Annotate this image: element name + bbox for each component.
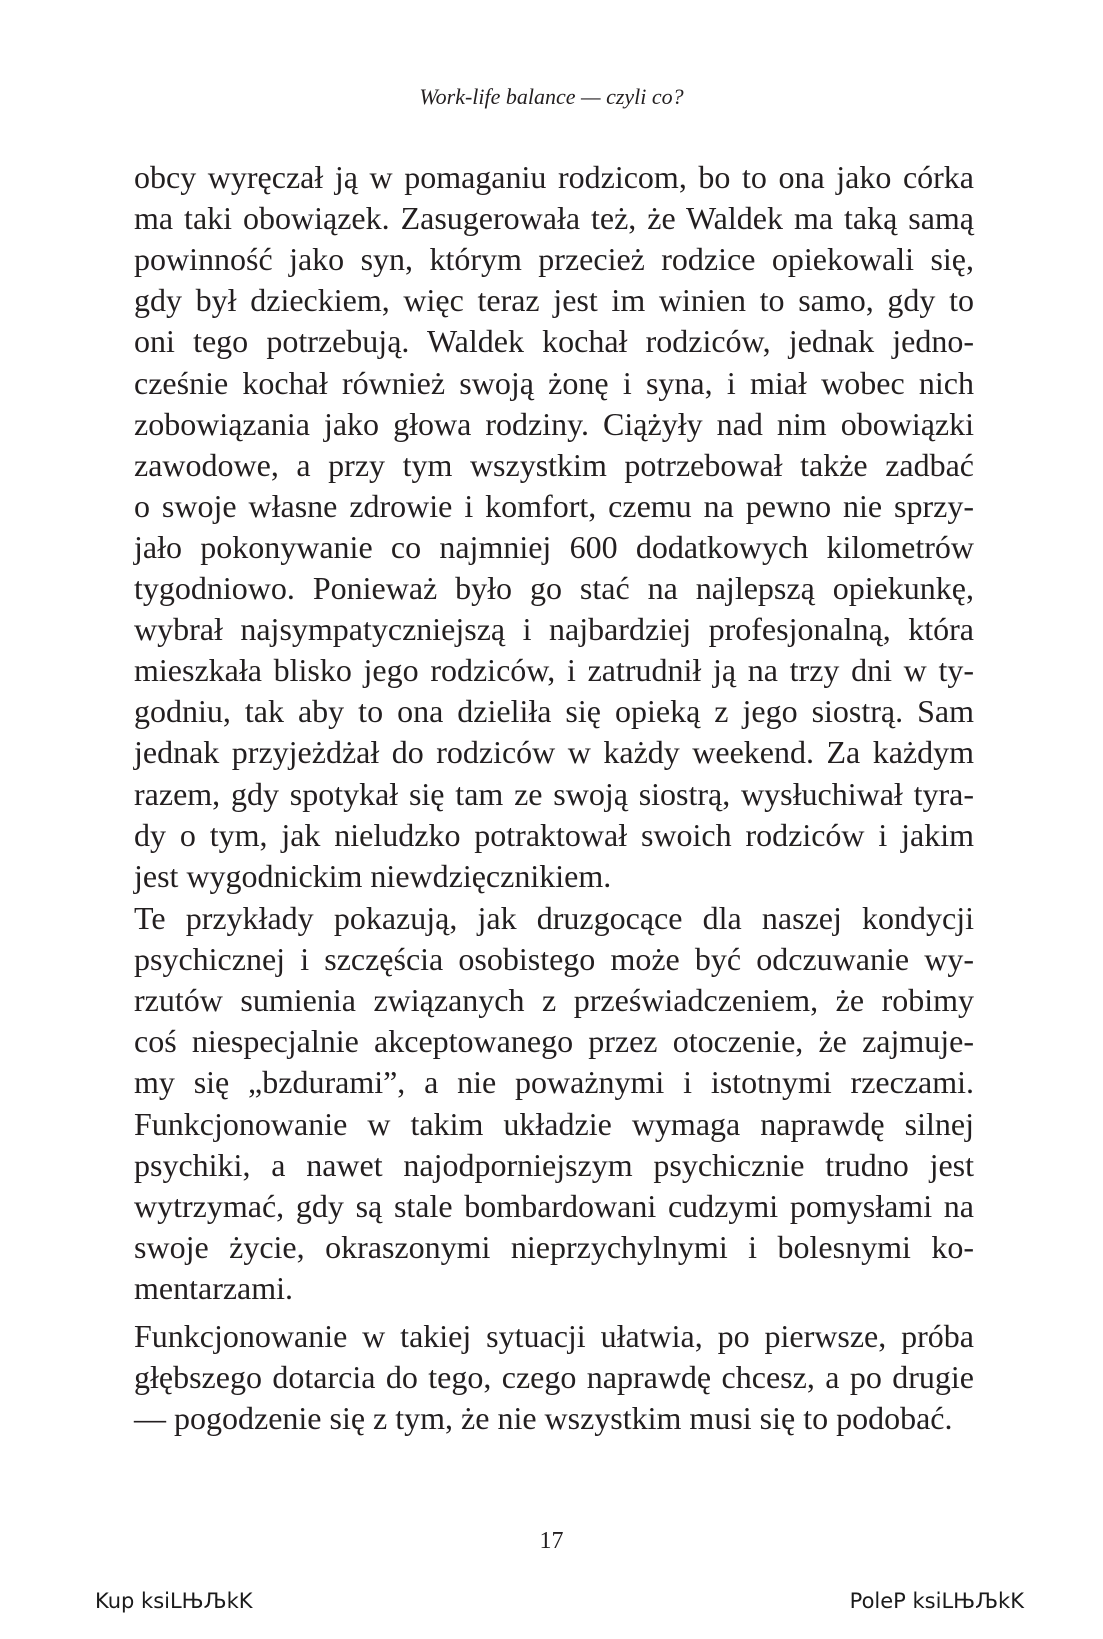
text-line: powinność jako syn, którym przecież rodzice opiekowali się,: [134, 241, 974, 278]
text-line: rzutów sumienia związanych z przeświadczeniem, że robimy: [134, 982, 974, 1019]
text-line: — pogodzenie się z tym, że nie wszystkim musi się to podobać.: [134, 1400, 953, 1437]
text-line: swoje życie, okraszonymi nieprzychylnymi i bolesnymi ko-: [134, 1228, 974, 1265]
text-line: o swoje własne zdrowie i komfort, czemu na pewno nie sprzy-: [134, 487, 974, 524]
text-line: jest wygodnickim niewdzięcznikiem.: [134, 857, 612, 894]
text-line: zawodowe, a przy tym wszystkim potrzebował także zadbać: [134, 446, 974, 483]
buy-book-link[interactable]: Kup ksiLЊЉkK: [95, 1589, 253, 1613]
text-line: dy o tym, jak nieludzko potraktował swoich rodziców i jakim: [134, 816, 974, 853]
text-line: mentarzami.: [134, 1269, 294, 1306]
text-line: obcy wyręczał ją w pomaganiu rodzicom, bo to ona jako córka: [134, 159, 974, 195]
text-line: psychicznej i szczęścia osobistego może być odczuwanie wy-: [134, 941, 974, 978]
text-line: Funkcjonowanie w takiej sytuacji ułatwia, po pierwsze, próba: [134, 1318, 974, 1354]
text-line: gdy był dzieckiem, więc teraz jest im winien to samo, gdy to: [134, 282, 974, 319]
text-line: cześnie kochał również swoją żonę i syna, i miał wobec nich: [134, 364, 974, 401]
recommend-book-link[interactable]: PoleP ksiLЊЉkK: [849, 1589, 1024, 1613]
text-line: Funkcjonowanie w takim układzie wymaga naprawdę silnej: [134, 1105, 974, 1142]
text-line: jednak przyjeżdżał do rodziców w każdy weekend. Za każdym: [134, 734, 974, 771]
running-head: Work-life balance — czyli co?: [419, 84, 684, 109]
text-line: Te przykłady pokazują, jak druzgocące dla naszej kondycji: [134, 900, 974, 936]
page-number: 17: [539, 1528, 564, 1554]
text-line: jało pokonywanie co najmniej 600 dodatkowych kilometrów: [134, 528, 974, 565]
text-line: ma taki obowiązek. Zasugerowała też, że Waldek ma taką samą: [134, 200, 974, 237]
text-line: oni tego potrzebują. Waldek kochał rodziców, jednak jedno-: [134, 323, 974, 360]
text-line: my się „bzdurami”, a nie poważnymi i istotnymi rzeczami.: [134, 1064, 974, 1101]
text-line: mieszkała blisko jego rodziców, i zatrudnił ją na trzy dni w ty-: [134, 652, 974, 689]
text-line: tygodniowo. Ponieważ było go stać na najlepszą opiekunkę,: [134, 570, 974, 606]
text-line: wybrał najsympatyczniejszą i najbardziej profesjonalną, która: [134, 611, 974, 648]
text-line: głębszego dotarcia do tego, czego naprawdę chcesz, a po drugie: [134, 1359, 974, 1396]
text-line: wytrzymać, gdy są stale bombardowani cudzymi pomysłami na: [134, 1187, 974, 1224]
text-line: coś niespecjalnie akceptowanego przez otoczenie, że zajmuje-: [134, 1023, 974, 1060]
text-line: godniu, tak aby to ona dzieliła się opieką z jego siostrą. Sam: [134, 693, 974, 730]
text-line: psychiki, a nawet najodporniejszym psychicznie trudno jest: [134, 1146, 974, 1183]
text-line: razem, gdy spotykał się tam ze swoją siostrą, wysłuchiwał tyra-: [134, 775, 974, 812]
text-line: zobowiązania jako głowa rodziny. Ciążyły nad nim obowiązki: [134, 405, 974, 442]
